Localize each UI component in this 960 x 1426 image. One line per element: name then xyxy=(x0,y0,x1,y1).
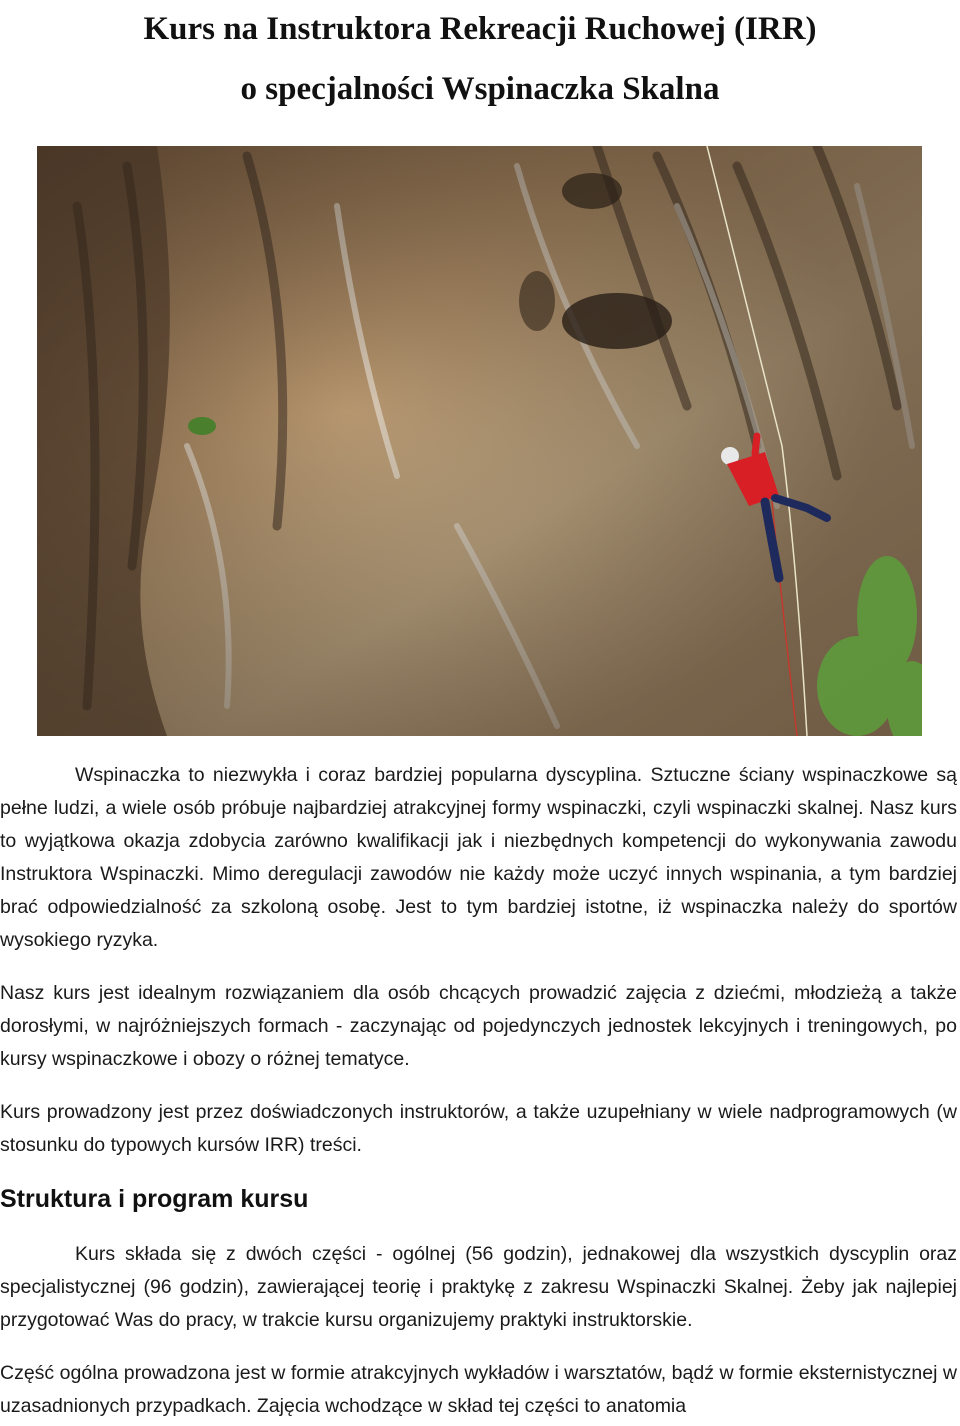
article-body xyxy=(0,759,957,1423)
intro-paragraph-1: Wspinaczka to niezwykła i coraz bardziej popularna dyscyplina. Sztuczne ściany wspinaczkowe są pełne ludzi, a wiele osób próbuje najbardziej atrakcyjnej formy wspinaczki, czyli wspinaczki skalnej. Nasz kurs to wyjątkowa okazja zdobycia zarówno kwalifikacji jak i niezbędnych kompetencji do wykonywania zawodu Instruktora Wspinaczki. Mimo deregulacji zawodów nie każdy może uczyć innych wspinania, a tym bardziej brać odpowiedzialność za szkoloną osobę. Jest to tym bardziej istotne, iż wspinaczka należy do sportów wysokiego ryzyka. xyxy=(0,764,957,951)
climbing-photo xyxy=(37,146,922,736)
title-line-2: o specjalności Wspinaczka Skalna xyxy=(240,71,720,107)
intro-paragraph-2: Nasz kurs jest idealnym rozwiązaniem dla osób chcących prowadzić zajęcia z dziećmi, młodzieżą a także dorosłymi, w najróżniejszych formach - zaczynając od pojedynczych jednostek lekcyjnych i treningowych, po kursy wspinaczkowe i obozy o różnej tematyce. xyxy=(0,982,957,1070)
title-line-1: Kurs na Instruktora Rekreacji Ruchowej (IRR) xyxy=(143,11,817,47)
section-paragraph-1: Kurs składa się z dwóch części - ogólnej (56 godzin), jednakowej dla wszystkich dyscyplin oraz specjalistycznej (96 godzin), zawierającej teorię i praktykę z zakresu Wspinaczki Skalnej. Żeby jak najlepiej przygotować Was do pracy, w trakcie kursu organizujemy praktyki instruktorskie. xyxy=(0,1243,957,1331)
section-paragraph-2: Część ogólna prowadzona jest w formie atrakcyjnych wykładów i warsztatów, bądź w formie eksternistycznej w uzasadnionych przypadkach. Zajęcia wchodzące w skład tej części to anatomia xyxy=(0,1362,957,1417)
climbing-photo-illustration xyxy=(37,146,922,736)
section-heading: Struktura i program kursu xyxy=(0,1185,309,1213)
document-title xyxy=(0,0,960,118)
intro-paragraph-3: Kurs prowadzony jest przez doświadczonych instruktorów, a także uzupełniany w wiele nadprogramowych (w stosunku do typowych kursów IRR) treści. xyxy=(0,1101,957,1156)
